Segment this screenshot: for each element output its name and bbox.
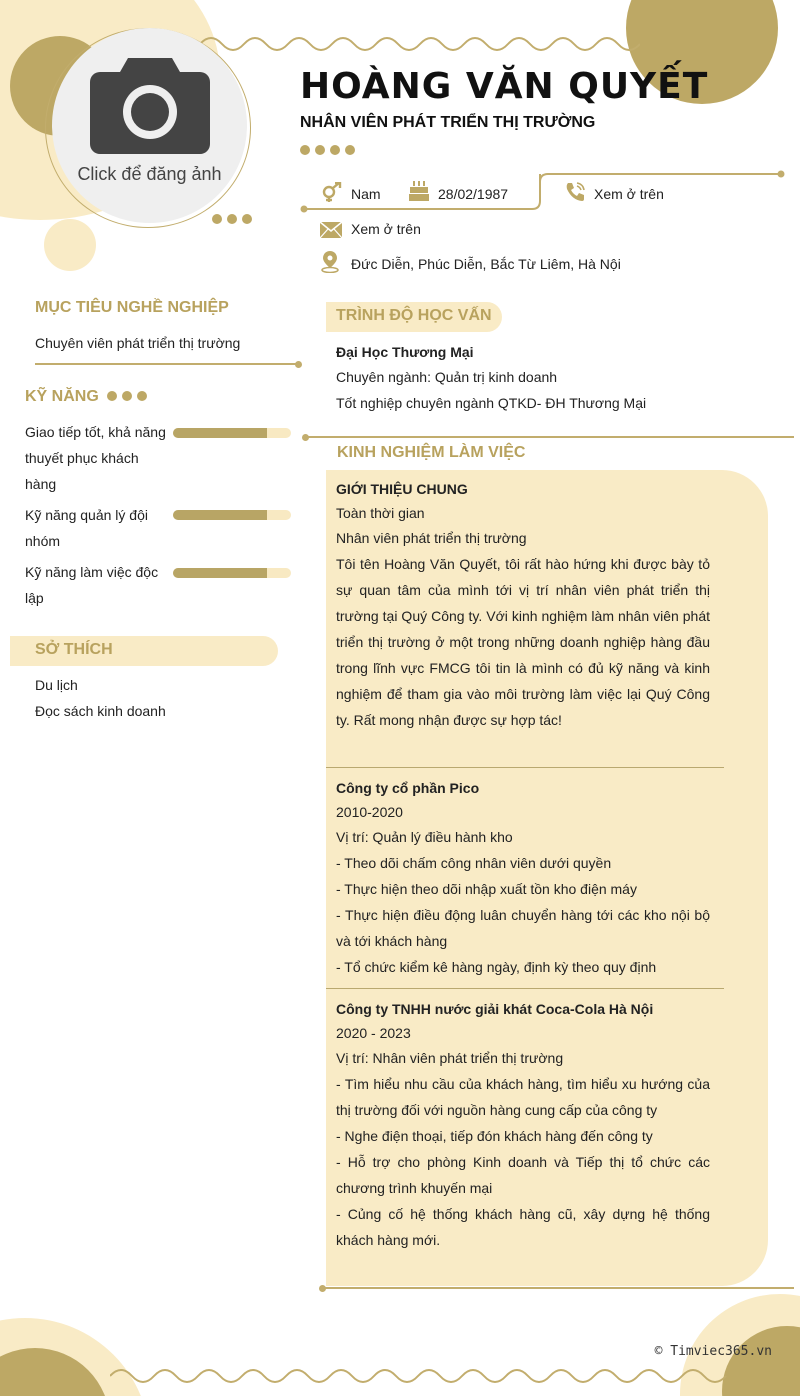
phone-value: Xem ở trên: [594, 186, 664, 202]
intro-line: Toàn thời gian: [336, 505, 425, 521]
job-duty: - Tổ chức kiểm kê hàng ngày, định kỳ theo quy định: [336, 959, 657, 975]
job-role: Vị trí: Nhân viên phát triển thị trường: [336, 1050, 564, 1066]
education-note: Tốt nghiệp chuyên ngành QTKD- ĐH Thương Mại: [336, 395, 647, 411]
job-separator: [326, 767, 724, 768]
candidate-position: NHÂN VIÊN PHÁT TRIỂN THỊ TRƯỜNG: [300, 114, 596, 131]
birthday-cake-icon: [408, 180, 430, 202]
location-pin-icon: [321, 251, 339, 273]
job-duty: - Nghe điện thoại, tiếp đón khách hàng đến công ty: [336, 1128, 653, 1144]
camera-icon: [90, 54, 210, 156]
phone-icon: [564, 181, 586, 203]
job-separator: [326, 988, 724, 989]
job-role: Vị trí: Quản lý điều hành kho: [336, 829, 513, 845]
job-duty: - Hỗ trợ cho phòng Kinh doanh và Tiếp thị tổ chức các chương trình khuyến mại: [336, 1154, 710, 1196]
avatar-upload-label: Click để đăng ảnh: [77, 164, 222, 184]
hobby-item: Đọc sách kinh doanh: [35, 703, 166, 719]
job-duty: - Tìm hiểu nhu cầu của khách hàng, tìm hiểu xu hướng của thị trường đối với nguồn hàng cung cấp của công ty: [336, 1076, 710, 1118]
job-duty: - Theo dõi chấm công nhân viên dưới quyền: [336, 855, 612, 871]
skill-label: Kỹ năng quản lý đội nhóm: [25, 507, 148, 549]
job-duty: - Thực hiện theo dõi nhập xuất tồn kho điện máy: [336, 881, 637, 897]
divider: [306, 436, 794, 438]
education-title: TRÌNH ĐỘ HỌC VẤN: [336, 307, 492, 324]
address-value: Đức Diễn, Phúc Diễn, Bắc Từ Liêm, Hà Nội: [351, 256, 621, 272]
hobby-item: Du lịch: [35, 677, 78, 693]
email-icon: [320, 222, 342, 238]
decor-dots: [300, 145, 355, 155]
objective-title: MỤC TIÊU NGHỀ NGHIỆP: [35, 299, 229, 316]
decor-wave-top: [200, 32, 640, 56]
email-value: Xem ở trên: [351, 221, 421, 237]
skill-level-bar: [173, 568, 291, 578]
gender-value: Nam: [351, 186, 381, 202]
divider: [323, 1287, 794, 1289]
decor-dots: [212, 214, 252, 224]
intro-line: Nhân viên phát triển thị trường: [336, 530, 527, 546]
job-duty: - Thực hiện điều động luân chuyển hàng tới các kho nội bộ và tới khách hàng: [336, 907, 710, 949]
objective-text: Chuyên viên phát triển thị trường: [35, 335, 241, 351]
decor-dots: [107, 391, 147, 401]
decor-circle-small-pale: [44, 219, 96, 271]
divider-dot: [295, 361, 302, 368]
education-school: Đại Học Thương Mại: [336, 344, 474, 360]
job-period: 2020 - 2023: [336, 1025, 411, 1041]
education-major: Chuyên ngành: Quản trị kinh doanh: [336, 369, 558, 385]
job-company: Công ty TNHH nước giải khát Coca-Cola Hà Nội: [336, 1001, 654, 1017]
experience-title: KINH NGHIỆM LÀM VIỆC: [337, 444, 526, 461]
gender-icon: [320, 182, 344, 202]
skill-level-bar: [173, 510, 291, 520]
avatar-upload[interactable]: [52, 28, 247, 223]
intro-body: Tôi tên Hoàng Văn Quyết, tôi rất hào hứng khi được bày tỏ sự quan tâm của mình tới vị trí nhân viên phát triển thị trường tại Quý Công ty. Với kinh nghiệm làm nhân viên phát triển thị trường ở một trong những doanh nghiệp hàng đầu trong lĩnh vực FMCG tôi tin là mình có đủ kỹ năng và kinh nghiệm để tham gia vào môi trường làm việc lại Quý Công ty. Rất mong nhận được sự hợp tác!: [336, 556, 710, 728]
skill-label: Giao tiếp tốt, khả năng thuyết phục khách hàng: [25, 424, 166, 492]
skill-level-bar: [173, 428, 291, 438]
job-period: 2010-2020: [336, 804, 403, 820]
divider: [35, 363, 297, 365]
hobbies-title: SỞ THÍCH: [35, 641, 113, 658]
job-company: Công ty cổ phần Pico: [336, 780, 480, 796]
copyright-text: © Timviec365.vn: [654, 1344, 772, 1359]
skill-label: Kỹ năng làm việc độc lập: [25, 564, 159, 606]
candidate-name: HOÀNG VĂN QUYẾT: [300, 66, 709, 107]
decor-wave-bottom: [110, 1364, 730, 1388]
intro-heading: GIỚI THIỆU CHUNG: [336, 481, 468, 497]
skills-title: KỸ NĂNG: [25, 388, 99, 405]
job-duty: - Củng cố hệ thống khách hàng cũ, xây dựng hệ thống khách hàng mới.: [336, 1206, 710, 1248]
birthday-value: 28/02/1987: [438, 186, 509, 202]
